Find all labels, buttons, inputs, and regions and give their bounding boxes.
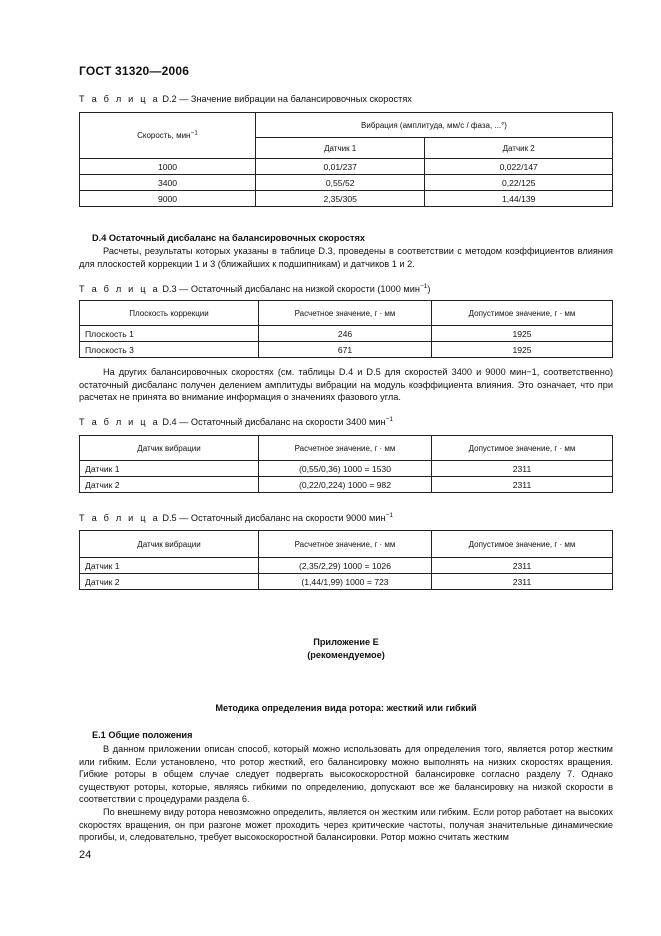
table-row: 3400 0,55/52 0,22/125 <box>80 175 613 191</box>
col-header: Плоскость коррекции <box>80 301 259 326</box>
table-d2-caption <box>79 94 412 104</box>
section-d4-heading: D.4 Остаточный дисбаланс на балансировочных скоростях <box>92 233 365 243</box>
paragraph-other-speeds: На других балансировочных скоростях (см. таблицы D.4 и D.5 для скоростей 3400 и 9000 мин−1, соответственно) остаточный дисбаланс получен делением амплитуды вибрации на модуль коэффициента влияния. Это означает, что при расчетах не принята во внимание информация о значениях фазового угла. <box>79 367 613 403</box>
section-e1-paragraph-2: По внешнему виду ротора невозможно определить, является он жестким или гибким. Если ротор работает на высоких скоростях вращения, он при разгоне может проходить через критические частоты, получая значительные динамические прогибы, и, следовательно, требует высокоскоростной балансировки. Ротор можно считать жестким <box>79 807 613 843</box>
col-header: Расчетное значение, г · мм <box>259 436 432 461</box>
table-row: 9000 2,35/305 1,44/139 <box>80 191 613 207</box>
col-header-vibration: Вибрация (амплитуда, мм/с / фаза, ...°) <box>256 113 613 138</box>
table-prefix: Т а б л и ц а <box>79 513 160 523</box>
table-row: 1000 0,01/237 0,022/147 <box>80 159 613 175</box>
method-title: Методика определения вида ротора: жесткий или гибкий <box>215 703 477 713</box>
appendix-subtitle: (рекомендуемое) <box>307 650 385 660</box>
table-row: Датчик 2 (0,22/0,224) 1000 = 982 2311 <box>80 477 613 493</box>
table-row: Датчик 1 (0,55/0,36) 1000 = 1530 2311 <box>80 461 613 477</box>
table-caption-text: D.5 — Остаточный дисбаланс на скорости 9000 мин <box>162 513 386 523</box>
table-d3 <box>79 300 613 358</box>
table-d2 <box>79 112 613 207</box>
table-d4 <box>79 435 613 493</box>
document-header: ГОСТ 31320—2006 <box>79 64 190 78</box>
caption-exponent: −1 <box>385 511 393 519</box>
col-header: Датчик вибрации <box>80 531 259 558</box>
col-header-sensor2: Датчик 2 <box>425 138 613 159</box>
table-d5-caption <box>79 513 393 523</box>
caption-exponent: −1 <box>419 282 428 290</box>
table-prefix: Т а б л и ц а <box>79 94 160 104</box>
col-header: Допустимое значение, г · мм <box>432 301 613 326</box>
table-row: Плоскость 3 671 1925 <box>80 342 613 358</box>
table-caption-text: D.3 — Остаточный дисбаланс на низкой скорости (1000 мин <box>162 284 420 294</box>
col-header-speed: Скорость, мин$^{-1}$ <box>80 113 256 159</box>
col-header: Расчетное значение, г · мм <box>259 301 432 326</box>
table-d5 <box>79 530 613 590</box>
col-header: Допустимое значение, г · мм <box>432 436 613 461</box>
table-caption-text: D.4 — Остаточный дисбаланс на скорости 3400 мин <box>162 417 386 427</box>
table-d3-caption <box>79 284 430 294</box>
section-e1-paragraph-1: В данном приложении описан способ, который можно использовать для определения того, является ротор жестким или гибким. Если установлено, что ротор жесткий, его балансировку можно выполнять на низких скоростях вращения. Гибкие роторы в общем случае следует подвергать высокоскоростной балансировке согласно разделу 7. Однако существуют роторы, которые, являясь гибкими по определению, допускают все же балансировку на низкой скорости в соответствии с процедурами раздела 6. <box>79 744 613 805</box>
caption-end: ) <box>427 284 431 294</box>
col-header-sensor1: Датчик 1 <box>256 138 425 159</box>
table-d4-caption <box>79 417 393 427</box>
table-caption-text: D.2 — Значение вибрации на балансировочных скоростях <box>162 94 412 104</box>
col-header: Расчетное значение, г · мм <box>259 531 432 558</box>
table-row: Плоскость 1 246 1925 <box>80 326 613 342</box>
section-e1-heading: Е.1 Общие положения <box>92 730 193 740</box>
table-prefix: Т а б л и ц а <box>79 284 160 294</box>
table-prefix: Т а б л и ц а <box>79 417 160 427</box>
col-header: Допустимое значение, г · мм <box>432 531 613 558</box>
table-row: Датчик 1 (2,35/2,29) 1000 = 1026 2311 <box>80 558 613 574</box>
section-d4-text: Расчеты, результаты которых указаны в таблице D.3, проведены в соответствии с методом коэффициентов влияния для плоскостей коррекции 1 и 3 (ближайших к подшипникам) и датчиков 1 и 2. <box>79 246 613 269</box>
col-header: Датчик вибрации <box>80 436 259 461</box>
caption-exponent: −1 <box>385 415 393 423</box>
appendix-title: Приложение Е <box>313 637 379 647</box>
table-row: Датчик 2 (1,44/1,99) 1000 = 723 2311 <box>80 574 613 590</box>
page-number: 24 <box>79 849 92 861</box>
